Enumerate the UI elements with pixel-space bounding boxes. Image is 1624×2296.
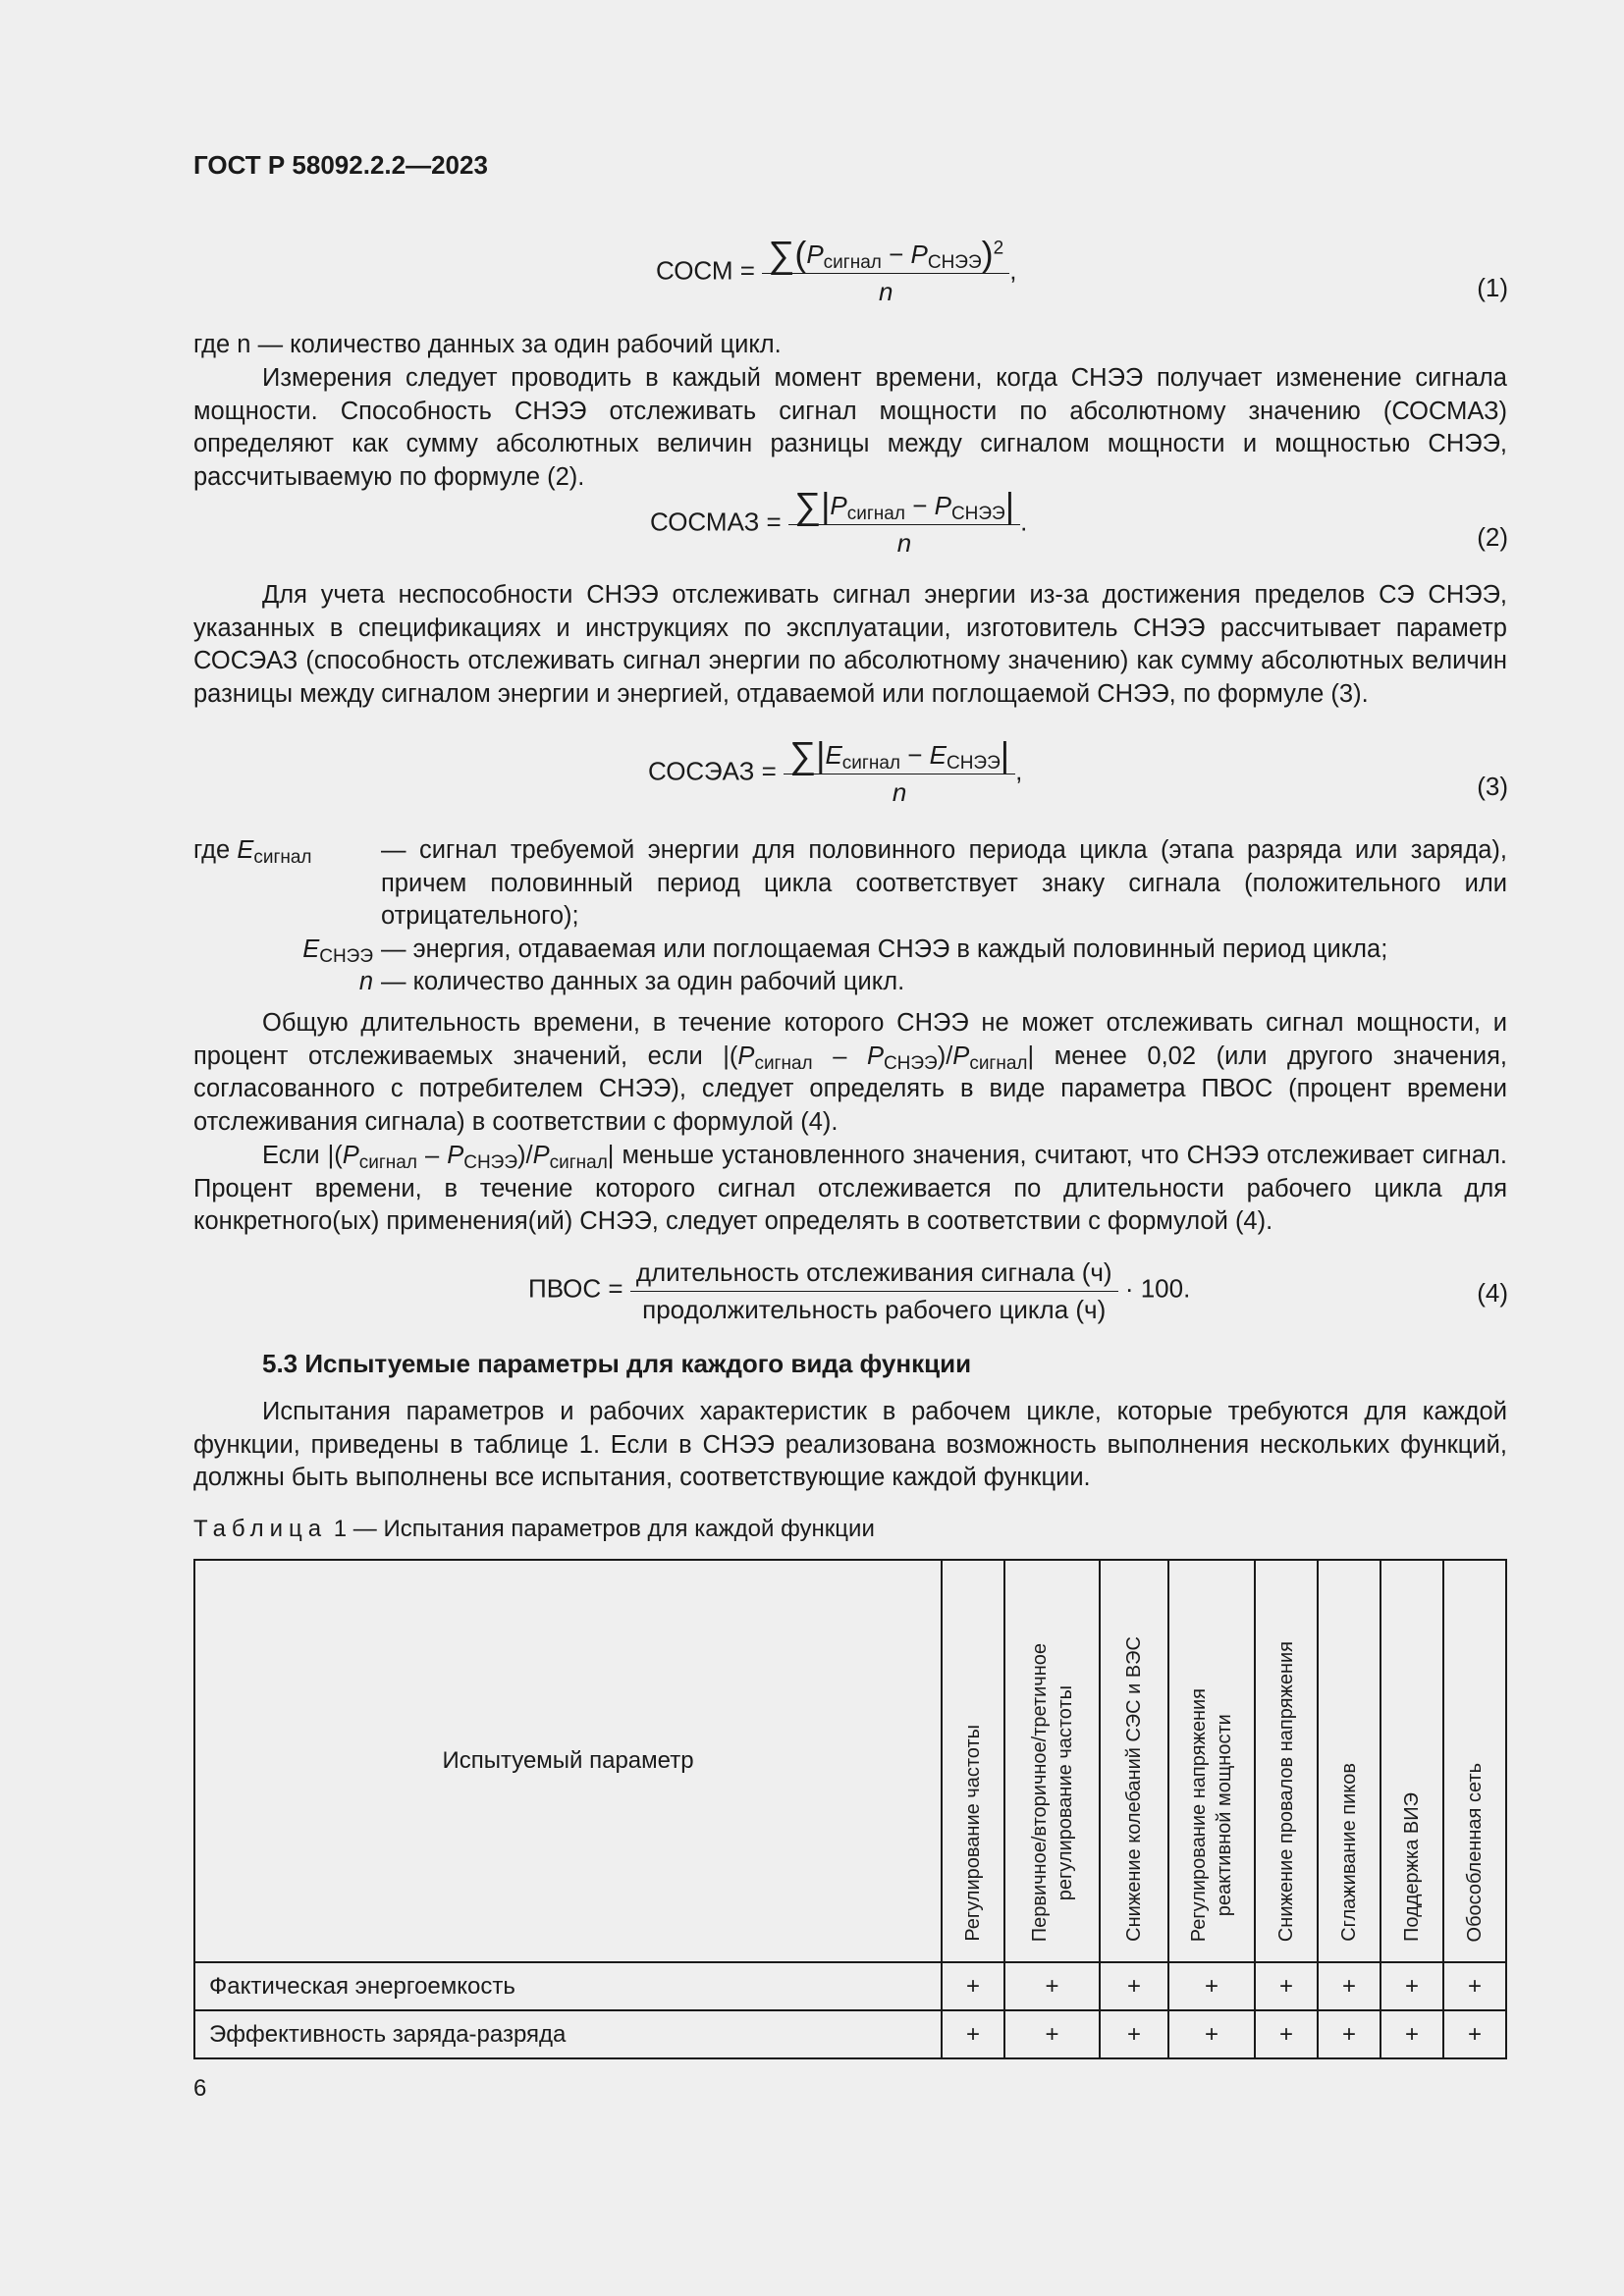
table-cell: + [1380, 2010, 1443, 2058]
table-cell: + [1255, 1962, 1318, 2010]
page-number: 6 [193, 2075, 207, 2102]
table-cell: + [1004, 1962, 1100, 2010]
table-cell: + [1443, 1962, 1506, 2010]
row-label: Фактическая энергоемкость [194, 1962, 942, 2010]
formula-4: ПВОС = $\frac{\text{длительность отслеживания сигнала (ч)}}{\text{продолжительность рабочего цикла (ч)}}$ · 100. [528, 1254, 1190, 1327]
column-header: Регулирование частоты [942, 1560, 1004, 1962]
table-cell: + [1443, 2010, 1506, 2058]
document-header: ГОСТ Р 58092.2.2—2023 [193, 150, 488, 180]
row-label: Эффективность заряда-разряда [194, 2010, 942, 2058]
formula-2-number: (2) [1477, 522, 1508, 552]
table-cell: + [1168, 1962, 1255, 2010]
definition-row: $E_{СНЭЭ}$ — энергия, отдаваемая или поглощаемая СНЭЭ в каждый половинный период цикла; [302, 934, 1388, 967]
section-heading: 5.3 Испытуемые параметры для каждого вида функции [262, 1349, 972, 1378]
table-cell: + [1168, 2010, 1255, 2058]
table-row [194, 1962, 1506, 2010]
column-header: Обособленная сеть [1443, 1560, 1506, 1962]
column-header: Поддержка ВИЭ [1380, 1560, 1443, 1962]
table-row [194, 2010, 1506, 2058]
table-caption: Таблица 1 — Испытания параметров для каждой функции [193, 1516, 875, 1542]
definition-n: где n — количество данных за один рабочий цикл. [193, 331, 782, 358]
paragraph-tracking-signal: Если $|(P_{сигнал} - P_{СНЭЭ})/P_{сигнал}|$ меньше установленного значения, считают, что СНЭЭ отслеживает сигнал. Процент времени, в течение которого сигнал отслеживается по длительности рабочего цикла для конкретного(ых) применения(ий) СНЭЭ, следует определять в соответствии с формулой (4). [193, 1142, 1508, 1235]
column-header: Регулирование напряжения реактивной мощности [1168, 1560, 1255, 1962]
table-cell: + [1380, 1962, 1443, 2010]
definitions-list [193, 834, 1507, 999]
column-header: Снижение колебаний СЭС и ВЭС [1100, 1560, 1168, 1962]
formula-1-number: (1) [1477, 273, 1508, 302]
table-cell: + [1004, 2010, 1100, 2058]
table-cell: + [1255, 2010, 1318, 2058]
table-cell: + [1318, 1962, 1380, 2010]
table-cell: + [1100, 2010, 1168, 2058]
table-header-row [194, 1560, 1506, 1962]
param-column-header: Испытуемый параметр [194, 1560, 942, 1962]
formula-3: СОСЭАЗ = $\frac{\sum|E_{сигнал} - E_{СНЭЭ}|}{n}$ , [648, 734, 1023, 807]
table-cell: + [1318, 2010, 1380, 2058]
column-header: Первичное/вторичное/третичное регулирование частоты [1004, 1560, 1100, 1962]
paragraph-tests: Испытания параметров и рабочих характеристик в рабочем цикле, которые требуются для каждой функции, приведены в таблице 1. Если в СНЭЭ реализована возможность выполнения нескольких функций, должны быть выполнены все испытания, соответствующие каждой функции. [193, 1398, 1507, 1491]
table-cell: + [942, 2010, 1004, 2058]
parameters-table [193, 1559, 1507, 2059]
table-cell: + [1100, 1962, 1168, 2010]
formula-2: СОСМАЗ = $\frac{\sum|P_{сигнал} - P_{СНЭЭ}|}{n}$ . [650, 485, 1028, 558]
table-cell: + [942, 1962, 1004, 2010]
column-header: Сглаживание пиков [1318, 1560, 1380, 1962]
formula-4-number: (4) [1477, 1278, 1508, 1308]
definition-row: где $E_{сигнал}$ — сигнал требуемой энергии для половинного периода цикла (этапа разряда или заряда), причем половинный период цикла соответствует знаку сигнала (положительного или отрицательного); [193, 836, 1507, 930]
formula-1: СОСМ = $\frac{\sum(P_{сигнал} - P_{СНЭЭ})^2}{n}$ , [656, 234, 1017, 306]
paragraph-energy-signal: Для учета неспособности СНЭЭ отслеживать сигнал энергии из-за достижения пределов СЭ СНЭЭ, указанных в спецификациях и инструкциях по эксплуатации, изготовитель СНЭЭ рассчитывает параметр СОСЭАЗ (способность отслеживать сигнал энергии по абсолютному значению) как сумму абсолютных величин разницы между сигналом энергии и энергией, отдаваемой или поглощаемой СНЭЭ, по формуле (3). [193, 581, 1507, 708]
column-header: Снижение провалов напряжения [1255, 1560, 1318, 1962]
paragraph-measurements: Измерения следует проводить в каждый момент времени, когда СНЭЭ получает изменение сигнала мощности. Способность СНЭЭ отслеживать сигнал мощности по абсолютному значению (СОСМАЗ) определяют как сумму абсолютных величин разницы между сигналом мощности и мощностью СНЭЭ, рассчитываемую по формуле (2). [193, 364, 1507, 491]
paragraph-total-duration: Общую длительность времени, в течение которого СНЭЭ не может отслеживать сигнал мощности, и процент отслеживаемых значений, если $|(P_{сигнал} - P_{СНЭЭ})/P_{сигнал}|$ менее 0,02 (или другого значения, согласованного с потребителем СНЭЭ), следует определять в виде параметра ПВОС (процент времени отслеживания сигнала) в соответствии с формулой (4). [193, 1009, 1508, 1136]
definition-row: n — количество данных за один рабочий цикл. [358, 968, 905, 995]
formula-3-number: (3) [1477, 772, 1508, 801]
